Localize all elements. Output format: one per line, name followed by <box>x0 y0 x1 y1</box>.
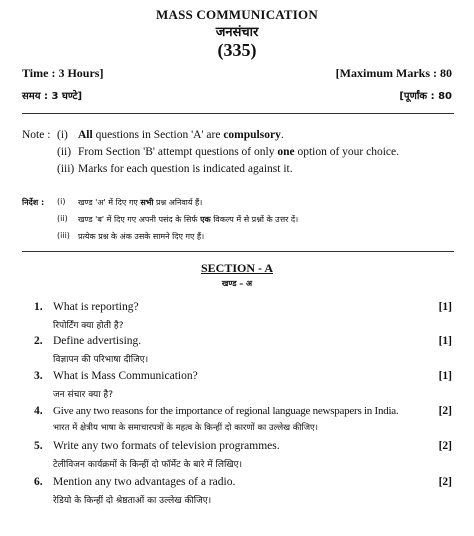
question-text: What is reporting? <box>53 301 139 313</box>
question-number: 5. <box>34 440 43 452</box>
time-label-hindi: समय : 3 घण्टे] <box>22 91 83 102</box>
note-item: All questions in Section 'A' are compulsory. <box>78 129 284 141</box>
note-item-hindi: खण्ड 'ब' में दिए गए अपनी पसंद के सिर्फ एक विकल्प में से प्रश्नों के उत्तर दें। <box>78 215 299 224</box>
note-label: Note : <box>22 129 51 141</box>
section-title: SECTION - A <box>200 261 274 275</box>
question-text-hindi: रेडियो के किन्हीं दो श्रेष्ठताओं का उल्लेख कीजिए। <box>53 496 212 506</box>
note-num: (i) <box>57 197 66 206</box>
note-num: (i) <box>57 129 68 141</box>
note-item-hindi: खण्ड 'अ' में दिए गए सभी प्रश्न अनिवार्य हैं। <box>78 198 203 207</box>
header-divider <box>22 113 454 114</box>
question-number: 1. <box>34 301 43 313</box>
question-marks: [2] <box>438 405 452 417</box>
question-marks: [2] <box>438 476 452 488</box>
paper-title-hindi: जनसंचार <box>215 25 259 40</box>
question-number: 4. <box>34 405 43 417</box>
max-marks-label: [Maximum Marks : 80 <box>335 66 452 80</box>
question-text: Write any two formats of television programmes. <box>53 440 280 452</box>
question-number: 2. <box>34 335 43 347</box>
note-label-hindi: निर्देश : <box>22 198 45 207</box>
question-text: Mention any two advantages of a radio. <box>53 476 236 488</box>
question-text: Give any two reasons for the importance of regional language newspapers in India. <box>53 405 399 417</box>
question-marks: [1] <box>438 301 452 313</box>
paper-code: (335) <box>217 40 257 60</box>
question-text-hindi: भारत में क्षेत्रीय भाषा के समाचारपत्रों के महत्व के किन्हीं दो कारणों का उल्लेख कीजिए। <box>53 423 318 433</box>
question-text-hindi: रिपोर्टिंग क्या होती है? <box>53 321 124 331</box>
question-marks: [2] <box>438 440 452 452</box>
notes-divider <box>22 251 454 252</box>
time-label: Time : 3 Hours] <box>22 66 104 80</box>
max-marks-label-hindi: [पूर्णांक : 80 <box>399 91 452 102</box>
note-num: (iii) <box>57 231 70 240</box>
question-text-hindi: टेलीविजन कार्यक्रमों के किन्हीं दो फॉर्मेट के बारे में लिखिए। <box>53 460 243 470</box>
note-num: (ii) <box>57 146 72 158</box>
question-text: What is Mass Communication? <box>53 370 198 382</box>
question-text-hindi: जन संचार क्या है? <box>53 390 113 400</box>
note-num: (ii) <box>57 214 68 223</box>
note-num: (iii) <box>57 163 75 175</box>
note-item: Marks for each question is indicated against it. <box>78 163 293 175</box>
question-marks: [1] <box>438 335 452 347</box>
question-number: 3. <box>34 370 43 382</box>
question-text-hindi: विज्ञापन की परिभाषा दीजिए। <box>53 355 149 365</box>
note-item: From Section 'B' attempt questions of only one option of your choice. <box>78 146 400 158</box>
paper-title: MASS COMMUNICATION <box>156 7 318 22</box>
section-title-hindi: खण्ड – अ <box>221 279 253 288</box>
note-item-hindi: प्रत्येक प्रश्न के अंक उसके सामने दिए गए हैं। <box>78 232 205 241</box>
question-number: 6. <box>34 476 43 488</box>
question-marks: [1] <box>438 370 452 382</box>
question-text: Define advertising. <box>53 335 142 347</box>
